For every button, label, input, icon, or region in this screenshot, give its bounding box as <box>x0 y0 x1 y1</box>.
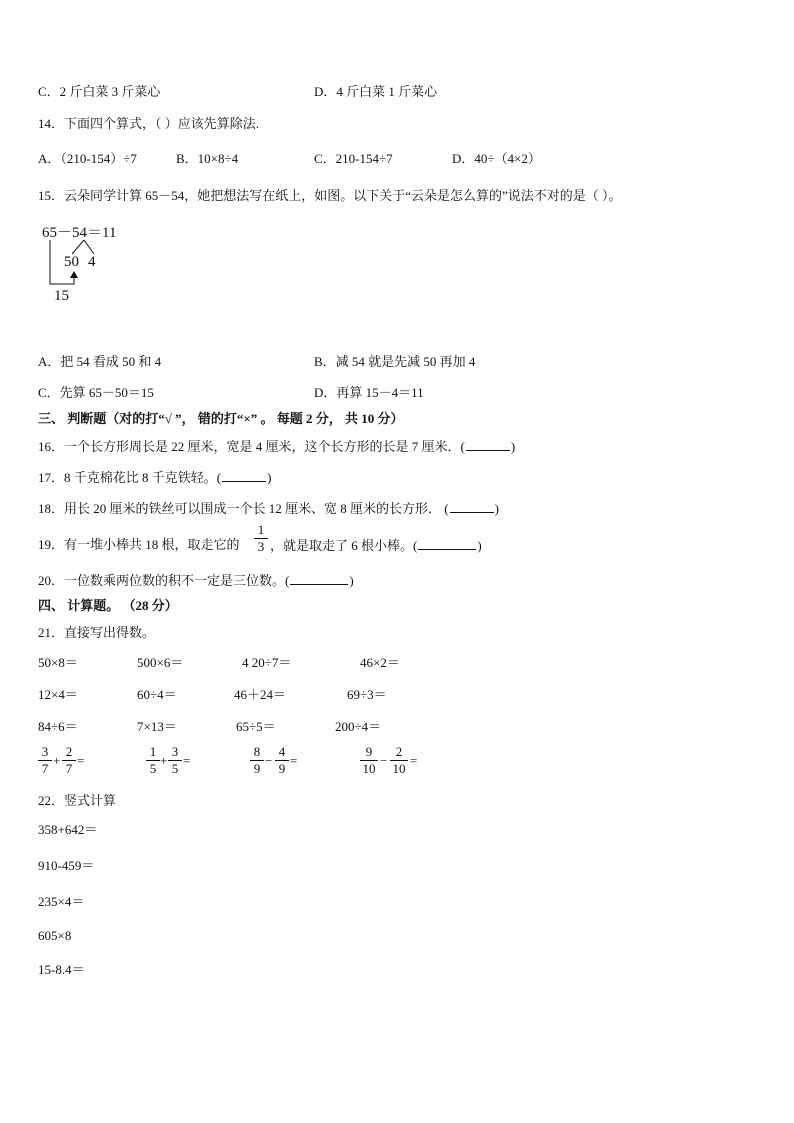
frac2-a <box>146 745 160 776</box>
frac3-eq: = <box>290 753 298 768</box>
section4-heading: 四、 计算题。 （28 分） <box>38 598 178 613</box>
frac1-a <box>38 745 52 776</box>
q16-text: 16．一个长方形周长是 22 厘米，宽是 4 厘米，这个长方形的长是 7 厘米．( <box>38 439 465 454</box>
frac3-a-den: 9 <box>253 761 261 776</box>
frac4-a-num: 9 <box>365 744 373 759</box>
q16-answer-blank[interactable] <box>466 438 510 451</box>
calc-r2-c4: 69÷3＝ <box>347 687 387 702</box>
calc-r1-c3: 4 20÷7＝ <box>242 655 292 670</box>
q19-frac-num: 1 <box>257 522 265 537</box>
frac1-eq: = <box>77 753 85 768</box>
calc-r3-c1: 84÷6＝ <box>38 719 78 734</box>
frac1-a-num: 3 <box>41 744 49 759</box>
frac2-eq: = <box>183 753 191 768</box>
calc-r3-c4: 200÷4＝ <box>335 719 382 734</box>
frac1-b-den: 7 <box>65 761 73 776</box>
frac3-b-den: 9 <box>278 761 286 776</box>
frac4-b <box>390 745 408 776</box>
q19-after-text: ，就是取走了 6 根小棒。( <box>270 538 418 553</box>
frac2-a-den: 5 <box>149 761 157 776</box>
frac4-a-den: 10 <box>362 761 376 776</box>
frac1-b <box>62 745 76 776</box>
q19-before: 19．有一堆小棒共 18 根，取走它的 <box>38 537 240 552</box>
q15-option-d: D．再算 15－4＝11 <box>314 385 424 400</box>
frac3-a-num: 8 <box>253 744 261 759</box>
q17 <box>38 469 271 486</box>
vertical-calc-2: 910-459＝ <box>38 858 95 873</box>
q19-close: ) <box>477 538 482 553</box>
q15-stem: 15．云朵同学计算 65－54，她把想法写在纸上，如图。以下关于“云朵是怎么算的”说法不对的是（ ）。 <box>38 188 622 203</box>
frac1-op: + <box>53 753 61 768</box>
frac2-a-num: 1 <box>149 744 157 759</box>
diagram-split-left: 50 <box>64 254 79 270</box>
frac1-a-den: 7 <box>41 761 49 776</box>
calc-r3-c2: 7×13＝ <box>137 719 177 734</box>
diagram-lines <box>40 218 150 310</box>
frac1-b-num: 2 <box>65 744 73 759</box>
frac4-b-den: 10 <box>392 761 406 776</box>
q18-answer-blank[interactable] <box>450 500 494 513</box>
q19-answer-blank[interactable] <box>418 537 476 550</box>
q15-diagram <box>40 218 150 310</box>
split-line-left <box>72 240 84 254</box>
frac2-op: + <box>160 753 168 768</box>
q20-answer-blank[interactable] <box>290 572 348 585</box>
q13-option-d: D．4 斤白菜 1 斤菜心 <box>314 84 438 99</box>
calc-r2-c2: 60÷4＝ <box>137 687 177 702</box>
q14-option-d: D．40÷（4×2） <box>452 151 541 166</box>
q19-after <box>270 537 482 554</box>
frac3-b <box>275 745 289 776</box>
q15-option-c: C．先算 65－50＝15 <box>38 385 154 400</box>
q20-close: ) <box>349 573 354 588</box>
q19-frac-den: 3 <box>257 539 265 554</box>
q17-text: 17．8 千克棉花比 8 千克铁轻。( <box>38 470 222 485</box>
q18-text: 18．用长 20 厘米的铁丝可以围成一个长 12 厘米、宽 8 厘米的长方形． ( <box>38 501 449 516</box>
frac4-op: − <box>380 753 388 768</box>
q21-stem: 21．直接写出得数。 <box>38 625 156 640</box>
calc-r3-c3: 65÷5＝ <box>236 719 276 734</box>
q22-stem: 22．竖式计算 <box>38 793 117 808</box>
q18 <box>38 500 499 517</box>
q19-fraction <box>254 523 268 554</box>
calc-r1-c4: 46×2＝ <box>360 655 400 670</box>
frac3-op: − <box>265 753 273 768</box>
diagram-equation: 65－54＝11 <box>42 225 117 241</box>
diagram-split-right: 4 <box>88 254 96 270</box>
q15-option-a: A．把 54 看成 50 和 4 <box>38 354 162 369</box>
calc-r1-c1: 50×8＝ <box>38 655 78 670</box>
q20 <box>38 572 354 589</box>
q14-option-c: C．210-154÷7 <box>314 151 393 166</box>
q14-stem: 14．下面四个算式，（ ）应该先算除法. <box>38 116 260 131</box>
vertical-calc-4: 605×8 <box>38 928 72 943</box>
calc-r2-c3: 46＋24＝ <box>234 687 287 702</box>
q17-answer-blank[interactable] <box>222 469 266 482</box>
q14-option-a: A．（210-154）÷7 <box>38 151 137 166</box>
diagram-result: 15 <box>54 288 69 304</box>
vertical-calc-3: 235×4＝ <box>38 894 85 909</box>
frac3-a <box>250 745 264 776</box>
split-line-right <box>84 240 94 254</box>
frac4-eq: = <box>410 753 418 768</box>
q18-close: ) <box>494 501 499 516</box>
section3-heading: 三、 判断题（对的打“√ ”， 错的打“×” 。 每题 2 分， 共 10 分） <box>38 411 404 426</box>
q20-text: 20．一位数乘两位数的积不一定是三位数。( <box>38 573 290 588</box>
arrow-head-icon <box>70 271 78 278</box>
frac4-b-num: 2 <box>395 744 403 759</box>
frac4-a <box>360 745 378 776</box>
q16-close: ) <box>510 439 516 454</box>
q14-option-b: B．10×8÷4 <box>176 151 239 166</box>
vertical-calc-1: 358+642＝ <box>38 822 98 837</box>
q15-option-b: B．减 54 就是先减 50 再加 4 <box>314 354 476 369</box>
frac2-b-den: 5 <box>171 761 179 776</box>
calc-r2-c1: 12×4＝ <box>38 687 78 702</box>
frac2-b-num: 3 <box>171 744 179 759</box>
q13-option-c: C．2 斤白菜 3 斤菜心 <box>38 84 161 99</box>
vertical-calc-5: 15-8.4＝ <box>38 962 85 977</box>
calc-r1-c2: 500×6＝ <box>137 655 184 670</box>
q17-close: ) <box>267 470 272 485</box>
frac3-b-num: 4 <box>278 744 286 759</box>
q16 <box>38 438 515 455</box>
frac2-b <box>168 745 182 776</box>
